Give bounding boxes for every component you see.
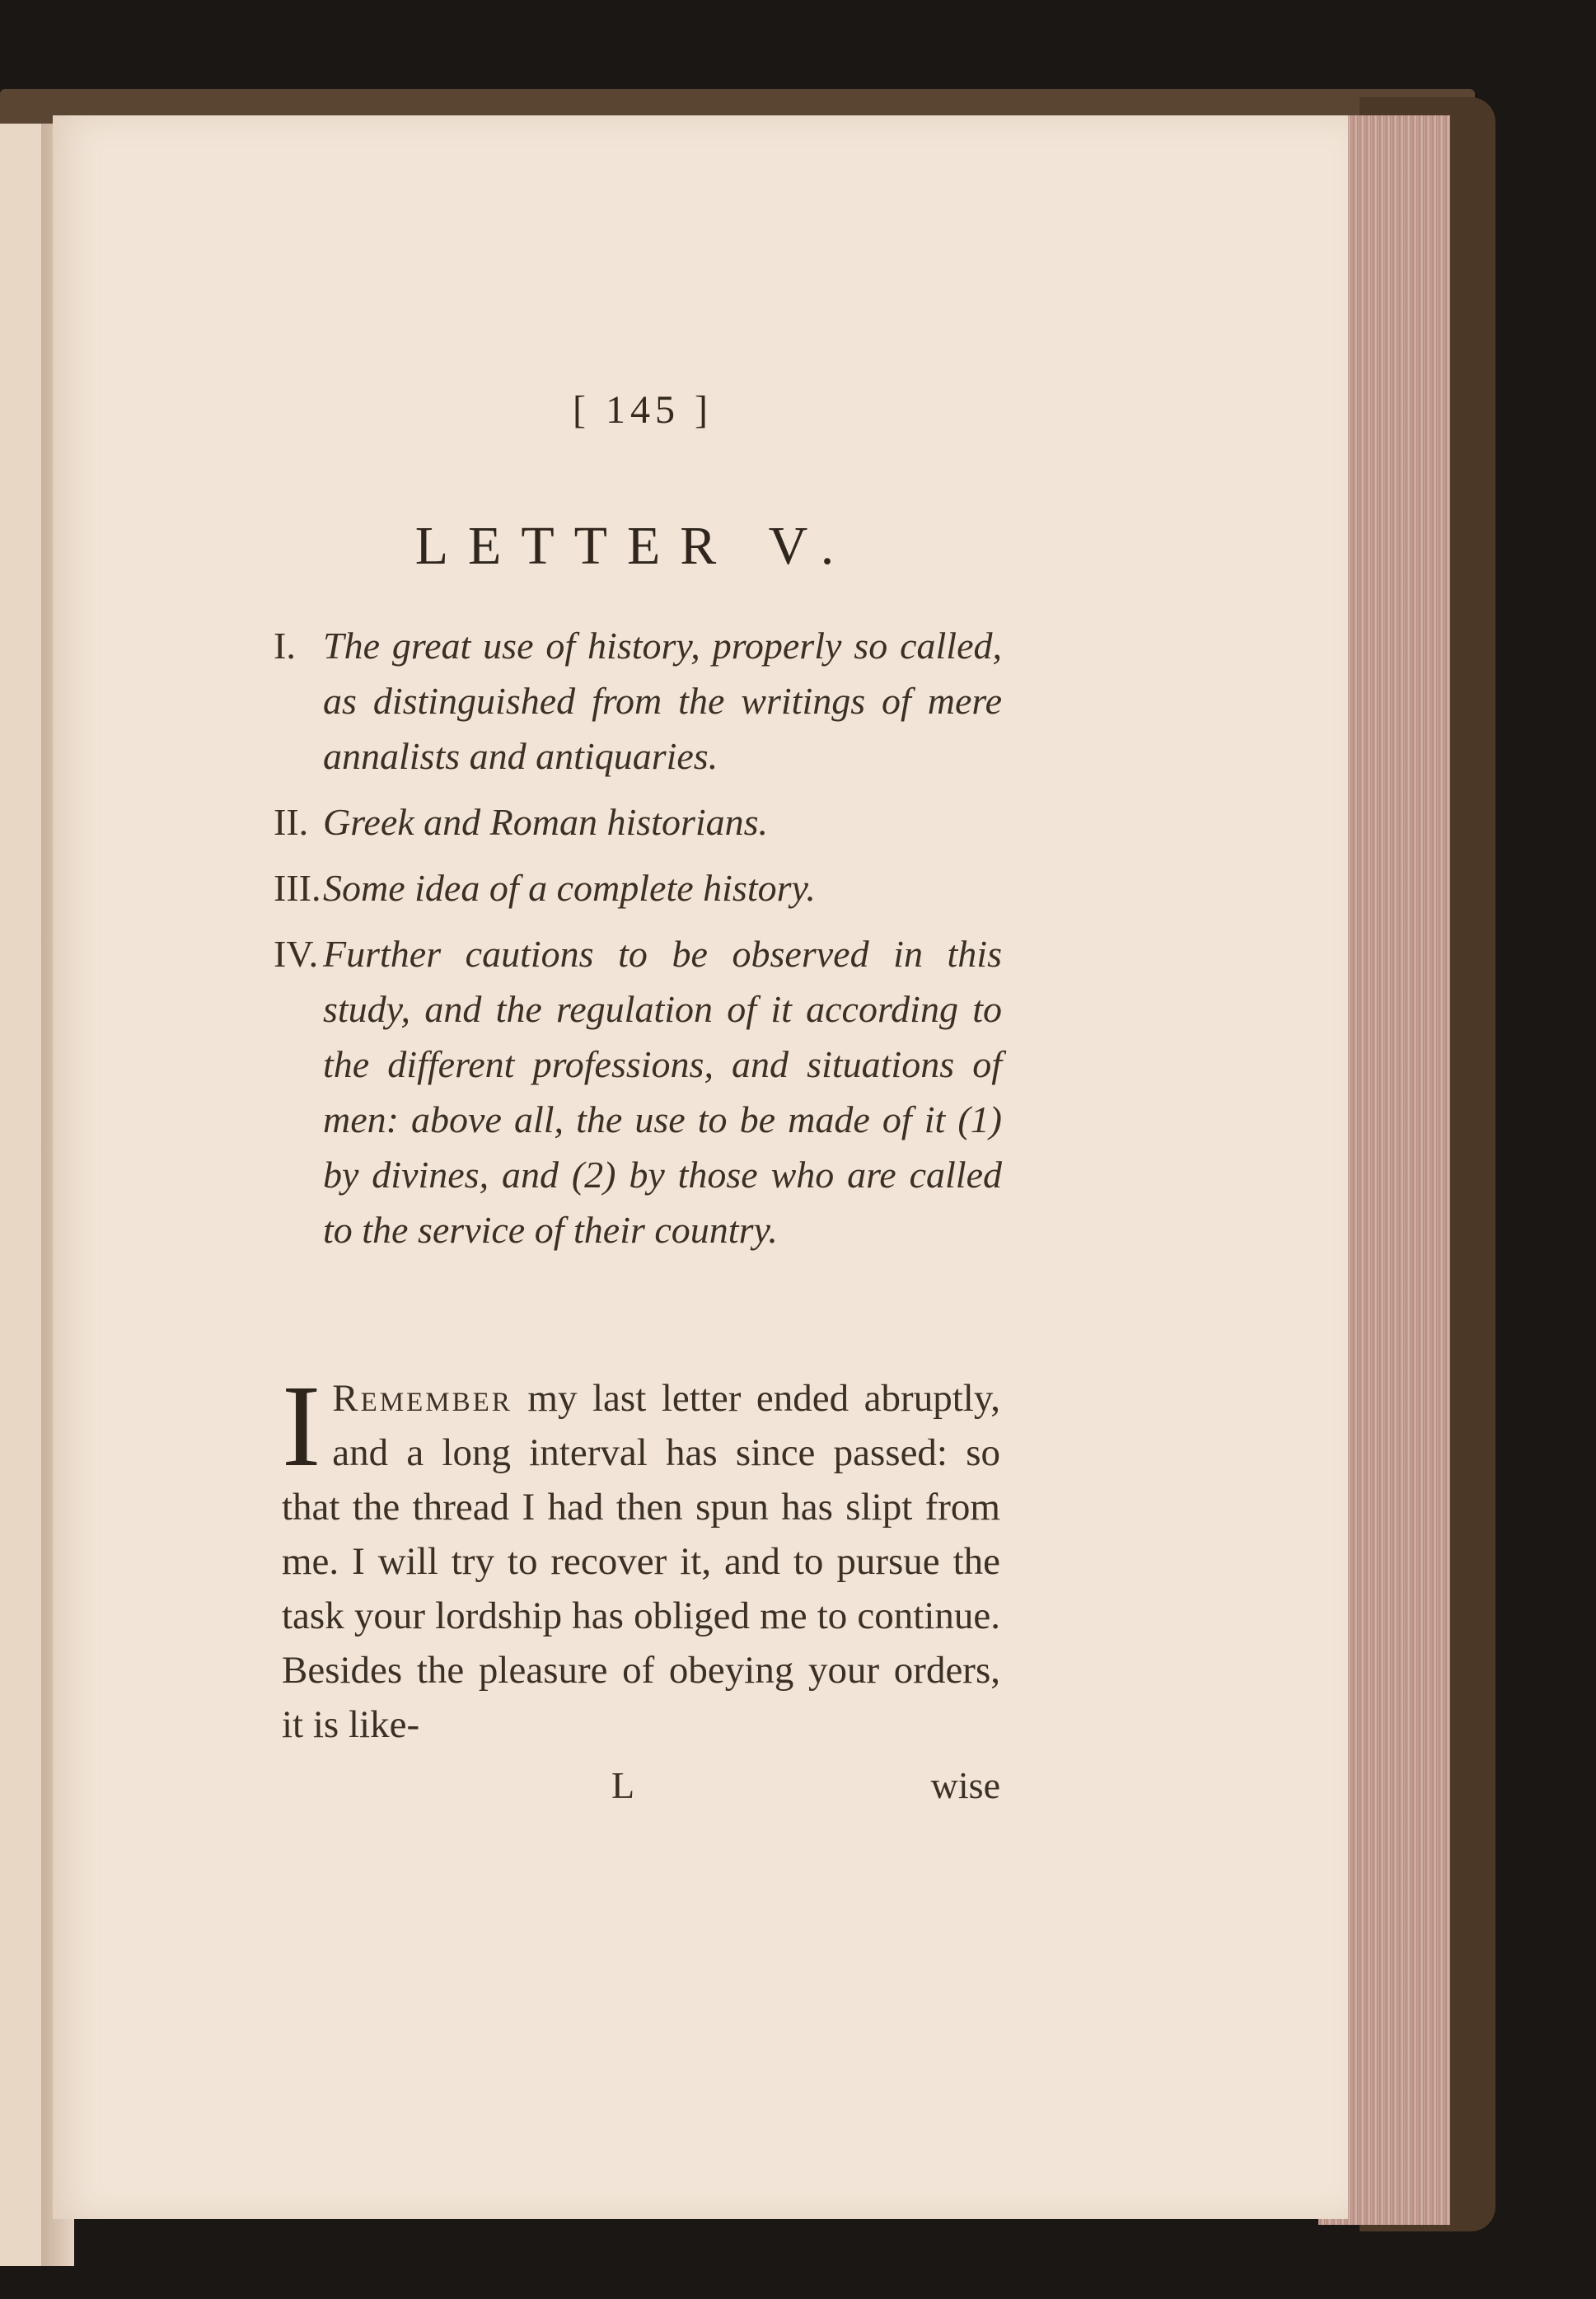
- signature-mark: L: [611, 1764, 635, 1806]
- summary-item-number: II.: [274, 801, 309, 843]
- summary-item-text: The great use of history, properly so called, as distinguished from the writings of mere annalists and antiquaries.: [323, 625, 1002, 777]
- summary-item-text: Some idea of a complete history.: [323, 867, 816, 909]
- letter-title: LETTER V.: [414, 516, 854, 576]
- catchword: wise: [930, 1764, 1000, 1806]
- summary-item-number: I.: [274, 625, 296, 667]
- summary-item: [274, 794, 1002, 850]
- summary-item-text: Greek and Roman historians.: [323, 801, 769, 843]
- summary-item: [274, 618, 1002, 784]
- page-number: [ 145 ]: [573, 388, 713, 432]
- drop-cap: I: [282, 1360, 321, 1491]
- letter-summary: [274, 618, 1002, 1268]
- summary-item-text: Further cautions to be observed in this study, and the regulation of it according to the different professions, and situations of men: above all, the use to be made of it (1) by divines, and (2) by those who are called to the service of their country.: [323, 933, 1002, 1251]
- letter-body: [282, 1360, 1001, 1752]
- body-paragraph: my last letter ended abruptly, and a long interval has since passed: so that the thread I had then spun has slipt from me. I will try to recover it, and to pursue the task your lordship has obliged me to continue. Besides the pleasure of obeying your orders, it is like-: [282, 1377, 1001, 1746]
- summary-item-number: III.: [274, 867, 321, 909]
- opening-small-caps: Remember: [332, 1377, 512, 1420]
- summary-item: [274, 860, 1002, 915]
- summary-item-number: IV.: [274, 933, 319, 975]
- summary-item: [274, 926, 1002, 1257]
